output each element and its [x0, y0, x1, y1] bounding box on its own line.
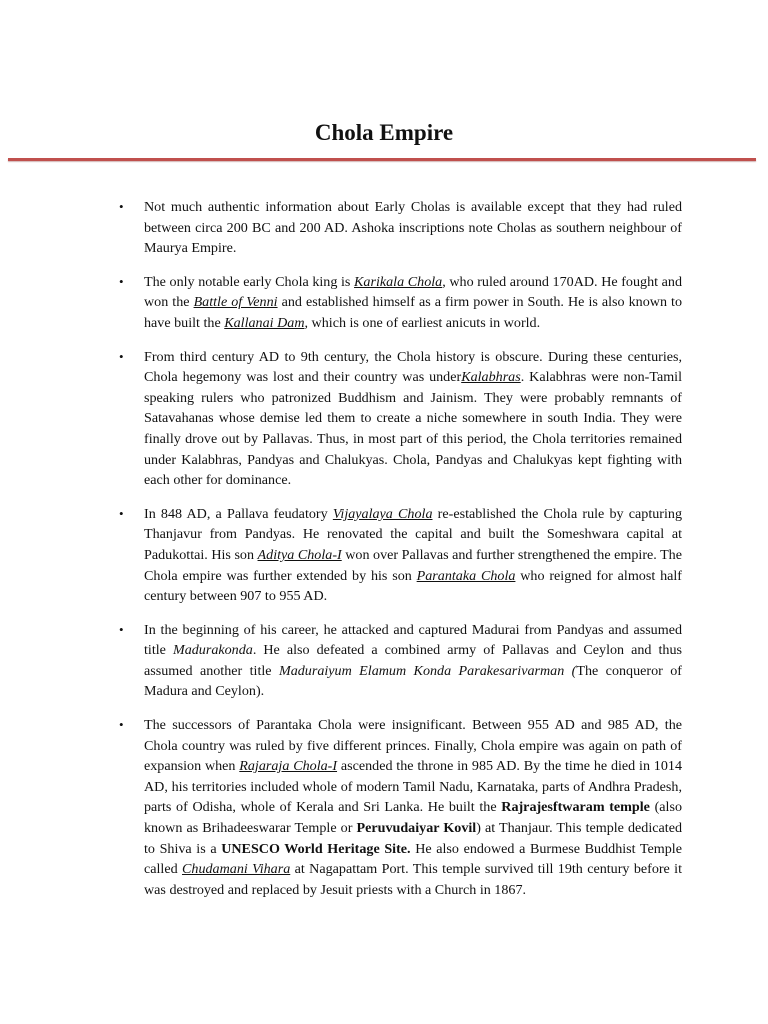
bullet-list — [112, 197, 682, 913]
link-kallanai-dam[interactable]: Kallanai Dam — [224, 314, 305, 331]
list-item — [112, 715, 682, 900]
italic-title-madurakonda: Madurakonda — [172, 642, 253, 659]
italic-title-parakesarivarman: Maduraiyum Elamum Konda Parakesarivarman ( — [278, 662, 577, 679]
bullet-text: He also endowed a Burmese Buddhist Temple called — [144, 840, 682, 878]
bullet-text: , who ruled around 170AD. He fought and won the — [144, 273, 682, 311]
bullet-text: . Kalabhras were non-Tamil speaking rulers who patronized Buddhism and Jainism. They were probably remnants of Satavahanas whose demise led them to create a niche somewhere in south India. They were finally drove out by Pallavas. Thus, in most part of this period, the Chola territories remained under Kalabhras, Pandyas and Chalukyas. Chola, Pandyas and Chalukyas kept fighting with each other for dominance. — [144, 369, 682, 489]
bullet-text: From third century AD to 9th century, the Chola history is obscure. During these centuries, Chola hegemony was lost and their country was under — [144, 348, 682, 386]
link-kalabhras[interactable]: Kalabhras — [461, 369, 521, 386]
bullet-text: ) at Thanjaur. This temple dedicated to Shiva is a — [144, 820, 682, 857]
title-divider — [8, 158, 756, 161]
bold-unesco-site: UNESCO World Heritage Site. — [221, 840, 411, 857]
list-item — [112, 620, 682, 702]
link-battle-of-venni[interactable]: Battle of Venni — [193, 294, 278, 311]
bullet-text: who reigned for almost half century between 907 to 955 AD. — [144, 567, 682, 605]
link-vijayalaya-chola[interactable]: Vijayalaya Chola — [332, 505, 433, 522]
list-item — [112, 347, 682, 491]
list-item — [112, 272, 682, 334]
link-parantaka-chola[interactable]: Parantaka Chola — [416, 567, 516, 584]
link-rajaraja-chola-i[interactable]: Rajaraja Chola-I — [239, 758, 338, 775]
page-title: Chola Empire — [314, 120, 454, 145]
bold-temple-name: Rajrajesftwaram temple — [501, 799, 650, 816]
bullet-text: re-established the Chola rule by capturing Thanjavur from Pandyas. He renovated the capital and built the Someshwara capital at Padukottai. His son — [144, 505, 682, 563]
bullet-text: won over Pallavas and further strengthened the empire. The Chola empire was further extended by his son — [144, 546, 682, 584]
bullet-icon: • — [119, 505, 124, 521]
bullet-text: (also known as Brihadeeswarar Temple or — [144, 799, 682, 837]
bullet-text: . He also defeated a combined army of Pallavas and Ceylon and thus assumed another title — [144, 642, 682, 679]
bullet-icon: • — [119, 717, 124, 733]
bullet-text: The successors of Parantaka Chola were insignificant. Between 955 AD and 985 AD, the Chola country was ruled by five different princes. Finally, Chola empire was again on path of expansion when — [144, 717, 682, 775]
list-item — [112, 197, 682, 259]
bullet-text: and established himself as a firm power in South. He is also known to have built the — [144, 294, 682, 331]
bullet-text: In the beginning of his career, he attacked and captured Madurai from Pandyas and assumed title — [144, 621, 682, 659]
bullet-text: The only notable early Chola king is — [144, 273, 355, 290]
link-aditya-chola-i[interactable]: Aditya Chola-I — [257, 546, 342, 563]
bullet-text: ascended the throne in 985 AD. By the time he died in 1014 AD, his territories included whole of modern Tamil Nadu, Karnataka, parts of Andhra Pradesh, parts of Odisha, whole of Kerala and Sri Lanka. He built the — [144, 758, 682, 816]
link-karikala-chola[interactable]: Karikala Chola — [354, 273, 443, 290]
link-chudamani-vihara[interactable]: Chudamani Vihara — [182, 861, 291, 878]
bullet-icon: • — [119, 199, 124, 214]
bullet-icon: • — [119, 273, 124, 289]
bullet-icon: • — [119, 621, 124, 637]
list-item — [112, 504, 682, 607]
bullet-text: The conqueror of Madura and Ceylon). — [144, 662, 682, 700]
bullet-text: Not much authentic information about Early Cholas is available except that they had ruled between circa 200 BC and 200 AD. Ashoka inscriptions note Cholas as southern neighbour of Maurya Empire. — [144, 199, 682, 257]
bullet-icon: • — [119, 348, 124, 364]
bullet-text: , which is one of earliest anicuts in world. — [304, 314, 541, 331]
bold-kovil-name: Peruvudaiyar Kovil — [356, 820, 477, 837]
bullet-text: In 848 AD, a Pallava feudatory — [144, 505, 333, 522]
bullet-text: at Nagapattam Port. This temple survived till 19th century before it was destroyed and replaced by Jesuit priests with a Church in 1867. — [144, 861, 683, 898]
